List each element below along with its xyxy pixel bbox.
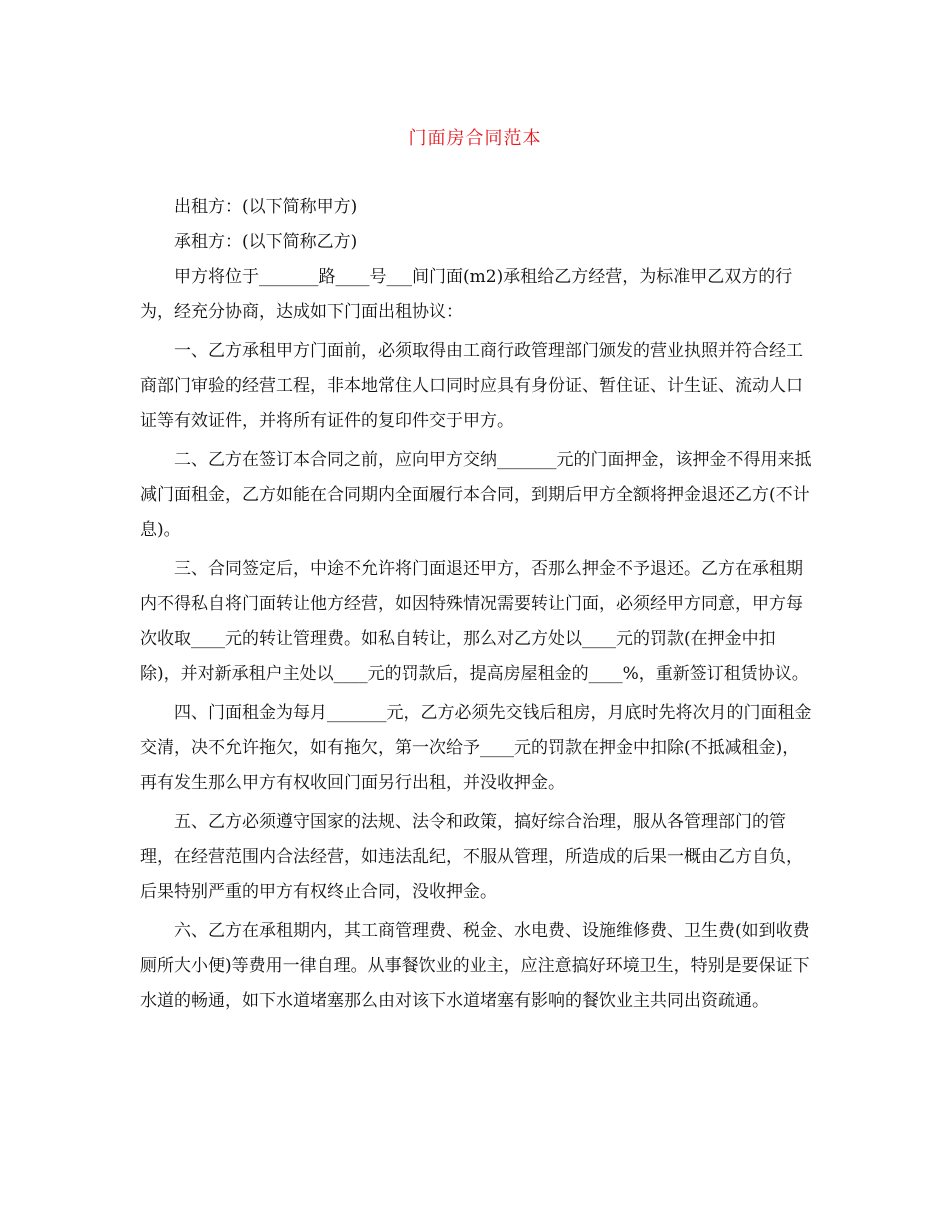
paragraph-clause-6: 六、乙方在承租期内，其工商管理费、税金、水电费、设施维修费、卫生费(如到收费厕所大小便)等费用一律自理。从事餐饮业的业主，应注意搞好环境卫生，特别是要保证下水道的畅通，如下水道堵塞那么由对该下水道堵塞有影响的餐饮业主共同出资疏通。 [140,921,810,1011]
paragraph-clause-1: 一、乙方承租甲方门面前，必须取得由工商行政管理部门颁发的营业执照并符合经工商部门审验的经营工程，非本地常住人口同时应具有身份证、暂住证、计生证、流动人口证等有效证件，并将所有证件的复印件交于甲方。 [140,341,803,431]
paragraph-lessor: 出租方：(以下简称甲方) [174,197,358,217]
paragraph-lessee: 承租方：(以下简称乙方) [174,232,358,252]
paragraph-clause-2: 二、乙方在签订本合同之前，应向甲方交纳_______元的门面押金，该押金不得用来抵减门面租金，乙方如能在合同期内全面履行本合同，到期后甲方全额将押金退还乙方(不计息)。 [140,450,812,540]
paragraph-intro: 甲方将位于_______路____号___间门面(m2)承租给乙方经营，为标准甲乙双方的行为，经充分协商，达成如下门面出租协议： [140,267,793,322]
paragraph-clause-5: 五、乙方必须遵守国家的法规、法令和政策，搞好综合治理，服从各管理部门的管理，在经营范围内合法经营，如违法乱纪，不服从管理，所造成的后果一概由乙方自负，后果特别严重的甲方有权终止合同，没收押金。 [140,812,803,902]
document-title: 门面房合同范本 [408,128,542,149]
paragraph-clause-3: 三、合同签定后，中途不允许将门面退还甲方，否那么押金不予退还。乙方在承租期内不得私自将门面转让他方经营，如因特殊情况需要转让门面，必须经甲方同意，甲方每次收取____元的转让管理费。如私自转让，那么对乙方处以____元的罚款(在押金中扣除)，并对新承租户主处以____元的罚款后，提高房屋租金的____%，重新签订租赁协议。 [140,559,809,684]
paragraph-clause-4: 四、门面租金为每月_______元，乙方必须先交钱后租房，月底时先将次月的门面租金交清，决不允许拖欠，如有拖欠，第一次给予____元的罚款在押金中扣除(不抵减租金)，再有发生那么甲方有权收回门面另行出租，并没收押金。 [140,703,812,793]
document-body [140,190,812,1019]
